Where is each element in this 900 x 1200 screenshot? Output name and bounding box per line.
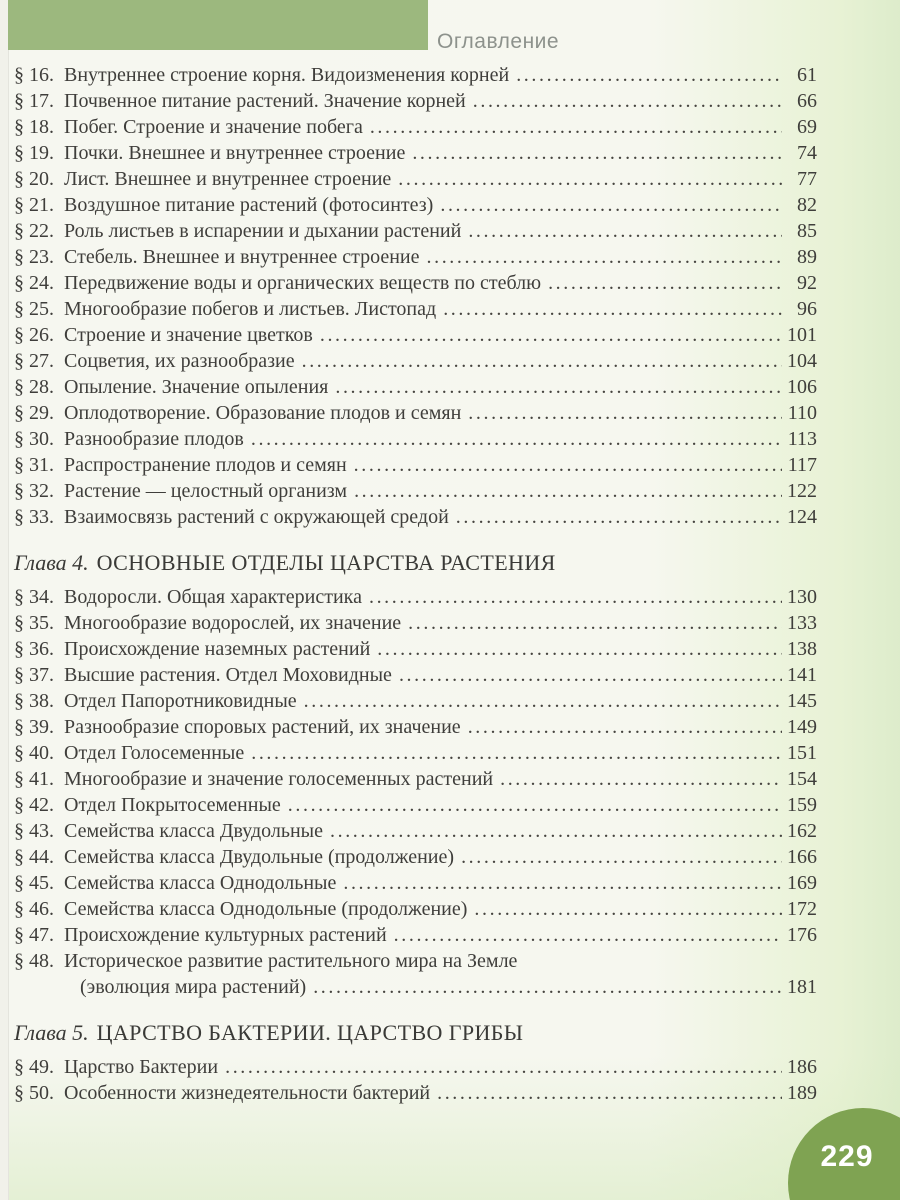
toc-entry [14,114,817,140]
entry-number: § 35. [14,612,54,634]
toc-entry [14,636,817,662]
entry-title: Семейства класса Двудольные (продолжение) [64,846,455,868]
entry-page: 77 [797,168,817,190]
entry-page: 82 [797,194,817,216]
entry-number: § 21. [14,194,54,216]
entry-number: § 28. [14,376,54,398]
toc-entry [14,870,817,896]
entry-number: § 27. [14,350,54,372]
entry-title: Семейства класса Однодольные [64,872,337,894]
entry-number: § 44. [14,846,54,868]
dot-leader [473,88,782,114]
entry-title: Многообразие и значение голосеменных растений [64,768,494,790]
entry-title: Внутреннее строение корня. Видоизменения корней [64,64,510,86]
entry-title: Многообразие водорослей, их значение [64,612,402,634]
entry-page: 104 [787,350,817,372]
entry-page: 159 [787,794,817,816]
entry-title: Историческое развитие растительного мира на Земле [64,950,518,972]
entry-number: § 31. [14,454,54,476]
entry-title: Происхождение культурных растений [64,924,387,946]
dot-leader [443,296,782,322]
dot-leader [399,662,782,688]
toc-entry [14,922,817,948]
entry-page: 122 [787,480,817,502]
entry-title: Отдел Покрытосеменные [64,794,281,816]
entry-title: Семейства класса Двудольные [64,820,323,842]
entry-title: Высшие растения. Отдел Моховидные [64,664,392,686]
toc-entry [14,348,817,374]
entry-page: 138 [787,638,817,660]
toc-entry [14,400,817,426]
toc-entry [14,792,817,818]
entry-number: § 48. [14,950,54,972]
dot-leader [343,870,782,896]
dot-leader [304,688,782,714]
toc-entry [14,270,817,296]
entry-number: § 40. [14,742,54,764]
entry-title: Стебель. Внешнее и внутреннее строение [64,246,420,268]
dot-leader [468,218,782,244]
dot-leader [548,270,782,296]
entry-page: 151 [787,742,817,764]
dot-leader [437,1080,782,1106]
dot-leader [516,62,782,88]
toc-entry [14,374,817,400]
toc-entry [14,218,817,244]
entry-title: Многообразие побегов и листьев. Листопад [64,298,437,320]
entry-number: § 23. [14,246,54,268]
entry-number: § 24. [14,272,54,294]
chapter-label: Глава 4. [14,550,89,575]
entry-page: 74 [797,142,817,164]
entry-title: Взаимосвязь растений с окружающей средой [64,506,449,528]
entry-title: Растение — целостный организм [64,480,348,502]
entry-title: Распространение плодов и семян [64,454,347,476]
toc-entry [14,166,817,192]
entry-page: 172 [787,898,817,920]
dot-leader [288,792,782,818]
dot-leader [370,114,782,140]
entry-number: § 37. [14,664,54,686]
entry-page: 141 [787,664,817,686]
toc-entry [14,740,817,766]
dot-leader [251,740,782,766]
toc-entry [14,140,817,166]
entry-number: § 17. [14,90,54,112]
entry-number: § 18. [14,116,54,138]
table-of-contents [0,50,900,1106]
entry-title: Разнообразие плодов [64,428,244,450]
entry-page: 106 [787,376,817,398]
entry-number: § 29. [14,402,54,424]
page-number-circle [788,1108,900,1200]
entry-number: § 16. [14,64,54,86]
entry-page: 124 [787,506,817,528]
toc-entry [14,766,817,792]
entry-number: § 19. [14,142,54,164]
dot-leader [461,844,782,870]
chapter-title: ОСНОВНЫЕ ОТДЕЛЫ ЦАРСТВА РАСТЕНИЯ [96,550,556,575]
toc-entry [14,244,817,270]
entry-title: Воздушное питание растений (фотосинтез) [64,194,434,216]
toc-entry [14,296,817,322]
chapter-heading [14,1018,817,1048]
toc-entry [14,62,817,88]
entry-page: 176 [787,924,817,946]
entry-number: § 49. [14,1056,54,1078]
dot-leader [369,584,782,610]
entry-page: 162 [787,820,817,842]
entry-page: 92 [797,272,817,294]
entry-title: Соцветия, их разнообразие [64,350,295,372]
entry-title: Отдел Голосеменные [64,742,245,764]
header-green-band [8,0,428,50]
toc-entry [14,818,817,844]
entry-number: § 45. [14,872,54,894]
toc-entry [14,948,817,974]
dot-leader [408,610,782,636]
entry-title: Оплодотворение. Образование плодов и семян [64,402,462,424]
toc-entry [14,688,817,714]
dot-leader [456,504,782,530]
entry-title: Особенности жизнедеятельности бактерий [64,1082,431,1104]
dot-leader [335,374,782,400]
toc-entry [14,192,817,218]
entry-number: § 41. [14,768,54,790]
entry-title: Роль листьев в испарении и дыхании растений [64,220,462,242]
dot-leader [412,140,782,166]
entry-title: Побег. Строение и значение побега [64,116,363,138]
dot-leader [313,974,782,1000]
toc-entry [14,322,817,348]
entry-number: § 43. [14,820,54,842]
entry-page: 186 [787,1056,817,1078]
entry-page: 85 [797,220,817,242]
entry-title: Опыление. Значение опыления [64,376,329,398]
dot-leader [251,426,782,452]
entry-number: § 34. [14,586,54,608]
entry-number: § 22. [14,220,54,242]
entry-title: Царство Бактерии [64,1056,219,1078]
entry-number: § 47. [14,924,54,946]
entry-title: Строение и значение цветков [64,324,313,346]
entry-page: 169 [787,872,817,894]
entry-number: § 33. [14,506,54,528]
entry-page: 117 [787,454,817,476]
toc-entry [14,844,817,870]
entry-number: § 36. [14,638,54,660]
entry-title: Передвижение воды и органических веществ по стеблю [64,272,542,294]
entry-number: § 39. [14,716,54,738]
dot-leader [468,400,782,426]
toc-entry [14,426,817,452]
entry-number: § 30. [14,428,54,450]
entry-page: 113 [787,428,817,450]
entry-title: (эволюция мира растений) [80,976,307,998]
dot-leader [500,766,782,792]
entry-page: 89 [797,246,817,268]
dot-leader [302,348,782,374]
entry-number: § 32. [14,480,54,502]
entry-title: Водоросли. Общая характеристика [64,586,362,608]
running-head: Оглавление [437,30,560,53]
entry-number: § 46. [14,898,54,920]
dot-leader [330,818,782,844]
entry-number: § 20. [14,168,54,190]
entry-page: 154 [787,768,817,790]
entry-page: 130 [787,586,817,608]
dot-leader [440,192,782,218]
entry-page: 66 [797,90,817,112]
toc-entry [14,662,817,688]
dot-leader [474,896,782,922]
entry-title: Разнообразие споровых растений, их значение [64,716,461,738]
chapter-label: Глава 5. [14,1020,89,1045]
toc-entry [14,1080,817,1106]
dot-leader [225,1054,782,1080]
entry-page: 166 [787,846,817,868]
entry-title: Почки. Внешнее и внутреннее строение [64,142,406,164]
entry-page: 69 [797,116,817,138]
entry-page: 96 [797,298,817,320]
dot-leader [354,452,782,478]
toc-entry [14,452,817,478]
dot-leader [320,322,782,348]
toc-entry [14,974,817,1000]
entry-title: Лист. Внешнее и внутреннее строение [64,168,392,190]
dot-leader [468,714,782,740]
entry-page: 145 [787,690,817,712]
entry-page: 61 [797,64,817,86]
entry-page: 101 [787,324,817,346]
entry-title: Происхождение наземных растений [64,638,371,660]
entry-number: § 25. [14,298,54,320]
chapter-title: ЦАРСТВО БАКТЕРИИ. ЦАРСТВО ГРИБЫ [96,1020,524,1045]
entry-page: 149 [787,716,817,738]
entry-number: § 50. [14,1082,54,1104]
toc-entry [14,88,817,114]
dot-leader [394,922,782,948]
toc-entry [14,714,817,740]
entry-page: 181 [787,976,817,998]
chapter-heading [14,548,817,578]
toc-entry [14,610,817,636]
toc-entry [14,896,817,922]
entry-page: 133 [787,612,817,634]
dot-leader [354,478,782,504]
entry-title: Почвенное питание растений. Значение корней [64,90,466,112]
dot-leader [398,166,782,192]
entry-title: Семейства класса Однодольные (продолжение) [64,898,468,920]
toc-entry [14,584,817,610]
entry-page: 189 [787,1082,817,1104]
toc-entry [14,478,817,504]
dot-leader [427,244,783,270]
page-number: 229 [820,1140,874,1173]
entry-number: § 26. [14,324,54,346]
entry-number: § 38. [14,690,54,712]
entry-title: Отдел Папоротниковидные [64,690,297,712]
entry-number: § 42. [14,794,54,816]
toc-entry [14,1054,817,1080]
entry-page: 110 [787,402,817,424]
dot-leader [377,636,782,662]
toc-entry [14,504,817,530]
